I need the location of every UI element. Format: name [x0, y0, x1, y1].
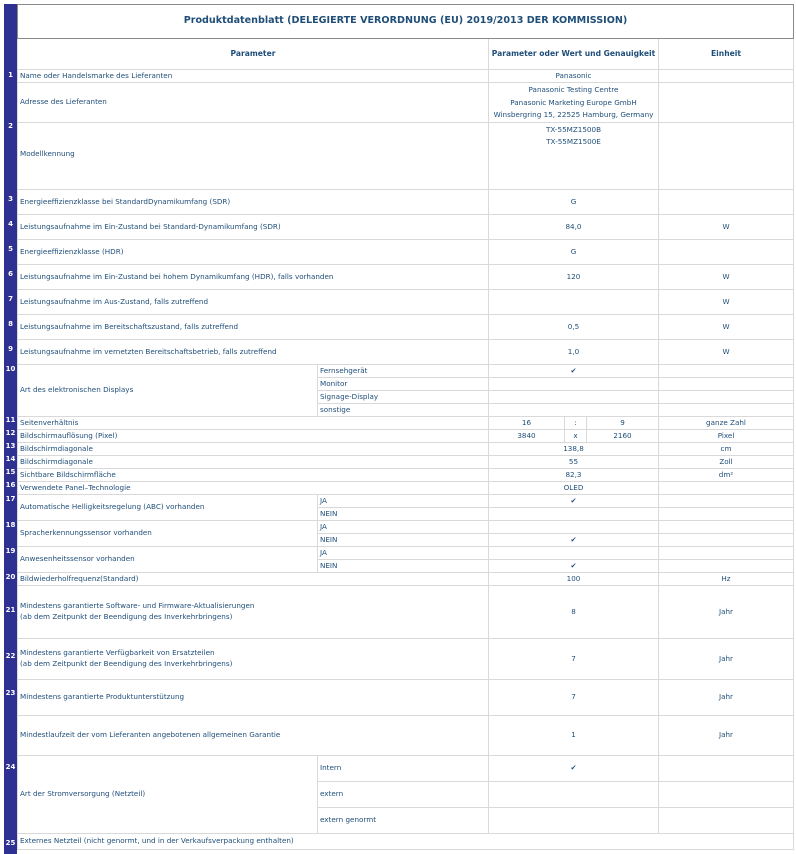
- row-number: 4: [8, 220, 13, 228]
- check-icon: ✔: [489, 559, 659, 572]
- row-number: 9: [8, 345, 13, 353]
- hdr-energy-class-label: Energieeffizienzklasse (HDR): [18, 239, 489, 264]
- off-mode-power-label: Leistungsaufnahme im Aus-Zustand, falls zutreffend: [18, 289, 489, 314]
- row-number: 22: [5, 652, 16, 660]
- panel-technology-label: Verwendete Panel–Technologie: [18, 481, 489, 494]
- row-number: 7: [8, 295, 13, 303]
- resolution-unit: Pixel: [659, 429, 794, 442]
- aspect-ratio-width: 16: [489, 416, 565, 429]
- row-number: 16: [5, 481, 16, 489]
- model-id-line: TX-55MZ1500B: [545, 124, 602, 134]
- product-support-value: 7: [489, 679, 659, 715]
- empty-cell: [659, 755, 794, 781]
- empty-cell: [659, 559, 794, 572]
- empty-cell: [659, 403, 794, 416]
- refresh-rate-label: Bildwiederholfrequenz(Standard): [18, 572, 489, 585]
- check-cell: [489, 507, 659, 520]
- supplier-address-label: Adresse des Lieferanten: [18, 83, 489, 123]
- empty-cell: [659, 781, 794, 807]
- empty-cell: [659, 390, 794, 403]
- header-value: Parameter oder Wert und Genauigkeit: [489, 39, 659, 70]
- standby-power-value: 0,5: [489, 314, 659, 339]
- software-updates-label: [18, 585, 489, 638]
- header-parameter: Parameter: [18, 39, 489, 70]
- supplier-address-line: Winsbergring 15, 22525 Hamburg, Germany: [493, 110, 654, 119]
- check-icon: ✔: [489, 755, 659, 781]
- model-id-label: [18, 122, 489, 189]
- check-icon: ✔: [489, 494, 659, 507]
- sdr-energy-class-value: G: [489, 189, 659, 214]
- software-updates-value: 8: [489, 585, 659, 638]
- product-data-table: [17, 4, 794, 850]
- row-number: 1: [8, 71, 13, 79]
- voice-sensor-label: Spracherkennungssensor vorhanden: [18, 520, 318, 546]
- networked-standby-label: Leistungsaufnahme im vernetzten Bereitschaftsbetrieb, falls zutreffend: [18, 339, 489, 364]
- screen-area-unit: dm²: [659, 468, 794, 481]
- supplier-address-value: [489, 83, 659, 123]
- empty-cell: [659, 507, 794, 520]
- aspect-ratio-unit: ganze Zahl: [659, 416, 794, 429]
- model-id-value: [489, 122, 659, 189]
- panel-technology-value: OLED: [489, 481, 659, 494]
- row-number: 6: [8, 270, 13, 278]
- model-id-label-text: Modellkennung: [20, 148, 75, 158]
- spare-parts-line: Mindestens garantierte Verfügbarkeit von Ersatzteilen: [20, 648, 215, 658]
- display-type-option: Signage-Display: [318, 390, 489, 403]
- sheet-title: Produktdatenblatt (DELEGIERTE VERORDNUNG (EU) 2019/2013 DER KOMMISSION): [18, 5, 794, 39]
- diagonal-inch-label: Bildschirmdiagonale: [18, 455, 489, 468]
- row-number: 25: [5, 839, 16, 847]
- presence-sensor-option: NEIN: [318, 559, 489, 572]
- hdr-power-label: Leistungsaufnahme im Ein-Zustand bei hohem Dynamikumfang (HDR), falls vorhanden: [18, 264, 489, 289]
- display-type-option: Fernsehgerät: [318, 364, 489, 377]
- resolution-separator: x: [565, 429, 587, 442]
- resolution-width: 3840: [489, 429, 565, 442]
- empty-cell: [659, 494, 794, 507]
- check-cell: [489, 546, 659, 559]
- empty-cell: [659, 546, 794, 559]
- check-icon: ✔: [489, 533, 659, 546]
- warranty-unit: Jahr: [659, 715, 794, 755]
- supplier-address-line: Panasonic Testing Centre: [528, 85, 619, 94]
- display-type-option: Monitor: [318, 377, 489, 390]
- display-type-option: sonstige: [318, 403, 489, 416]
- diagonal-cm-value: 138,8: [489, 442, 659, 455]
- supplier-address-line: Panasonic Marketing Europe GmbH: [510, 97, 637, 107]
- hdr-energy-class-value: G: [489, 239, 659, 264]
- hdr-energy-class-unit: [659, 239, 794, 264]
- empty-cell: [659, 364, 794, 377]
- empty-cell: [659, 533, 794, 546]
- aspect-ratio-label: Seitenverhältnis: [18, 416, 489, 429]
- sdr-power-label: Leistungsaufnahme im Ein-Zustand bei Standard-Dynamikumfang (SDR): [18, 214, 489, 239]
- off-mode-power-value: [489, 289, 659, 314]
- row-number: 12: [5, 429, 16, 437]
- supplier-name-unit: [659, 70, 794, 83]
- hdr-power-unit: W: [659, 264, 794, 289]
- spare-parts-line: (ab dem Zeitpunkt der Beendigung des Inverkehrbringens): [20, 659, 233, 668]
- empty-cell: [659, 520, 794, 533]
- row-number: 11: [5, 416, 16, 424]
- sdr-power-unit: W: [659, 214, 794, 239]
- row-number: 21: [5, 606, 16, 614]
- check-cell: [489, 403, 659, 416]
- voice-sensor-option: JA: [318, 520, 489, 533]
- product-support-label: Mindestens garantierte Produktunterstützung: [18, 679, 489, 715]
- row-number: 18: [5, 521, 16, 529]
- check-icon: ✔: [489, 364, 659, 377]
- resolution-label: Bildschirmauflösung (Pixel): [18, 429, 489, 442]
- model-id-line: TX-55MZ1500E: [546, 137, 601, 146]
- warranty-label: Mindestlaufzeit der vom Lieferanten angebotenen allgemeinen Garantie: [18, 715, 489, 755]
- row-number: 20: [5, 573, 16, 581]
- row-number: 5: [8, 245, 13, 253]
- hdr-power-value: 120: [489, 264, 659, 289]
- presence-sensor-label: Anwesenheitssensor vorhanden: [18, 546, 318, 572]
- header-unit: Einheit: [659, 39, 794, 70]
- row-number: 8: [8, 320, 13, 328]
- diagonal-inch-unit: Zoll: [659, 455, 794, 468]
- networked-standby-unit: W: [659, 339, 794, 364]
- diagonal-inch-value: 55: [489, 455, 659, 468]
- diagonal-cm-label: Bildschirmdiagonale: [18, 442, 489, 455]
- row-number: 15: [5, 468, 16, 476]
- abc-option: JA: [318, 494, 489, 507]
- sdr-energy-class-unit: [659, 189, 794, 214]
- row-number: 3: [8, 195, 13, 203]
- spare-parts-label: [18, 638, 489, 679]
- aspect-ratio-height: 9: [587, 416, 659, 429]
- refresh-rate-value: 100: [489, 572, 659, 585]
- external-psu-label: Externes Netzteil (nicht genormt, und in der Verkaufsverpackung enthalten): [18, 833, 794, 849]
- row-number: 17: [5, 495, 16, 503]
- screen-area-value: 82,3: [489, 468, 659, 481]
- power-supply-option: Intern: [318, 755, 489, 781]
- row-number: 24: [5, 763, 16, 771]
- row-number: 13: [5, 442, 16, 450]
- spare-parts-value: 7: [489, 638, 659, 679]
- panel-technology-unit: [659, 481, 794, 494]
- empty-cell: [659, 807, 794, 833]
- off-mode-power-unit: W: [659, 289, 794, 314]
- sdr-power-value: 84,0: [489, 214, 659, 239]
- abc-option: NEIN: [318, 507, 489, 520]
- standby-power-unit: W: [659, 314, 794, 339]
- row-number: 19: [5, 547, 16, 555]
- power-supply-label: Art der Stromversorgung (Netzteil): [18, 755, 318, 833]
- product-support-unit: Jahr: [659, 679, 794, 715]
- check-cell: [489, 390, 659, 403]
- row-number: 14: [5, 455, 16, 463]
- row-number: 2: [8, 122, 13, 130]
- supplier-address-unit: [659, 83, 794, 123]
- check-cell: [489, 520, 659, 533]
- warranty-value: 1: [489, 715, 659, 755]
- check-cell: [489, 377, 659, 390]
- software-updates-unit: Jahr: [659, 585, 794, 638]
- diagonal-cm-unit: cm: [659, 442, 794, 455]
- refresh-rate-unit: Hz: [659, 572, 794, 585]
- power-supply-option: extern: [318, 781, 489, 807]
- voice-sensor-option: NEIN: [318, 533, 489, 546]
- aspect-ratio-separator: :: [565, 416, 587, 429]
- check-cell: [489, 807, 659, 833]
- spare-parts-unit: Jahr: [659, 638, 794, 679]
- standby-power-label: Leistungsaufnahme im Bereitschaftszustand, falls zutreffend: [18, 314, 489, 339]
- resolution-height: 2160: [587, 429, 659, 442]
- display-type-label: Art des elektronischen Displays: [18, 364, 318, 416]
- software-updates-line: Mindestens garantierte Software- und Firmware-Aktualisierungen: [20, 601, 255, 611]
- presence-sensor-option: JA: [318, 546, 489, 559]
- networked-standby-value: 1,0: [489, 339, 659, 364]
- model-id-unit: [659, 122, 794, 189]
- empty-cell: [659, 377, 794, 390]
- software-updates-line: (ab dem Zeitpunkt der Beendigung des Inverkehrbringens): [20, 612, 233, 621]
- row-number: 10: [5, 365, 16, 373]
- row-number: 23: [5, 689, 16, 697]
- supplier-name-value: Panasonic: [489, 70, 659, 83]
- supplier-name-label: Name oder Handelsmarke des Lieferanten: [18, 70, 489, 83]
- screen-area-label: Sichtbare Bildschirmfläche: [18, 468, 489, 481]
- abc-label: Automatische Helligkeitsregelung (ABC) vorhanden: [18, 494, 318, 520]
- power-supply-option: extern genormt: [318, 807, 489, 833]
- sdr-energy-class-label: Energieeffizienzklasse bei StandardDynamikumfang (SDR): [18, 189, 489, 214]
- check-cell: [489, 781, 659, 807]
